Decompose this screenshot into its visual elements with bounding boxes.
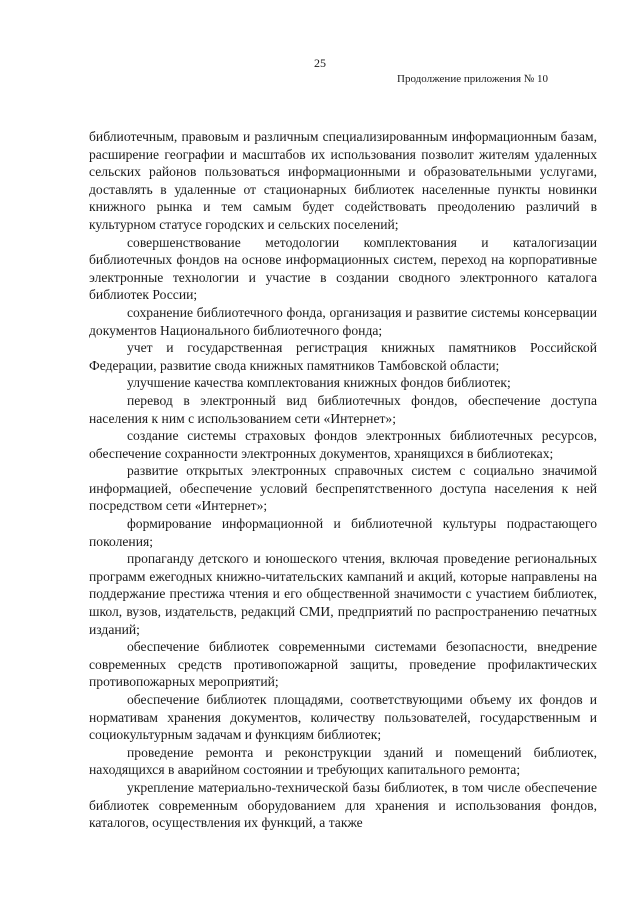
paragraph: библиотечным, правовым и различным специализированным информационным базам, расширение географии и масштабов их использования позволит жителям удаленных сельских районов пользоваться информационными и образовательными услугами, доставлять в удаленные от стационарных библиотек населенные пункты новинки книжного рынка и тем самым будет содействовать преодолению различий в культурном статусе городских и сельских поселений;	[89, 129, 597, 232]
paragraph: проведение ремонта и реконструкции зданий и помещений библиотек, находящихся в аварийном состоянии и требующих капитального ремонта;	[89, 744, 597, 778]
paragraph: перевод в электронный вид библиотечных фондов, обеспечение доступа населения к ним с использованием сети «Интернет»;	[89, 392, 597, 426]
paragraph: сохранение библиотечного фонда, организация и развитие системы консервации документов Национального библиотечного фонда;	[89, 304, 597, 338]
paragraph: улучшение качества комплектования книжных фондов библиотек;	[127, 375, 511, 391]
paragraph: развитие открытых электронных справочных систем с социально значимой информацией, обеспечение условий беспрепятственного доступа населения к ней посредством сети «Интернет»;	[89, 463, 597, 514]
paragraph: учет и государственная регистрация книжных памятников Российской Федерации, развитие свода книжных памятников Тамбовской области;	[89, 340, 597, 373]
paragraph: формирование информационной и библиотечной культуры подрастающего поколения;	[89, 516, 597, 549]
document-body	[89, 128, 597, 832]
paragraph: обеспечение библиотек площадями, соответствующими объему их фондов и нормативам хранения документов, количеству пользователей, государственным и социокультурным задачам и функциям библиотек;	[89, 692, 597, 743]
paragraph: обеспечение библиотек современными системами безопасности, внедрение современных средств противопожарной защиты, проведение профилактических противопожарных мероприятий;	[89, 639, 597, 690]
paragraph: совершенствование методологии комплектования и каталогизации библиотечных фондов на основе информационных систем, переход на корпоративные электронные технологии и участие в создании сводного электронного каталога библиотек России;	[89, 234, 597, 303]
appendix-continuation-label: Продолжение приложения № 10	[397, 73, 548, 85]
paragraph: пропаганду детского и юношеского чтения, включая проведение региональных программ ежегодных книжно-читательских кампаний и акций, которые направлены на поддержание престижа чтения и его общественной значимости с участием библиотек, школ, вузов, издательств, редакций СМИ, предприятий по распространению печатных изданий;	[89, 551, 597, 637]
paragraph: укрепление материально-технической базы библиотек, в том числе обеспечение библиотек современным оборудованием для хранения и использования фондов, каталогов, осуществления их функций, а также	[89, 779, 597, 831]
page-number: 25	[314, 56, 326, 70]
paragraph: создание системы страховых фондов электронных библиотечных ресурсов, обеспечение сохранности электронных документов, хранящихся в библиотеках;	[89, 428, 597, 461]
